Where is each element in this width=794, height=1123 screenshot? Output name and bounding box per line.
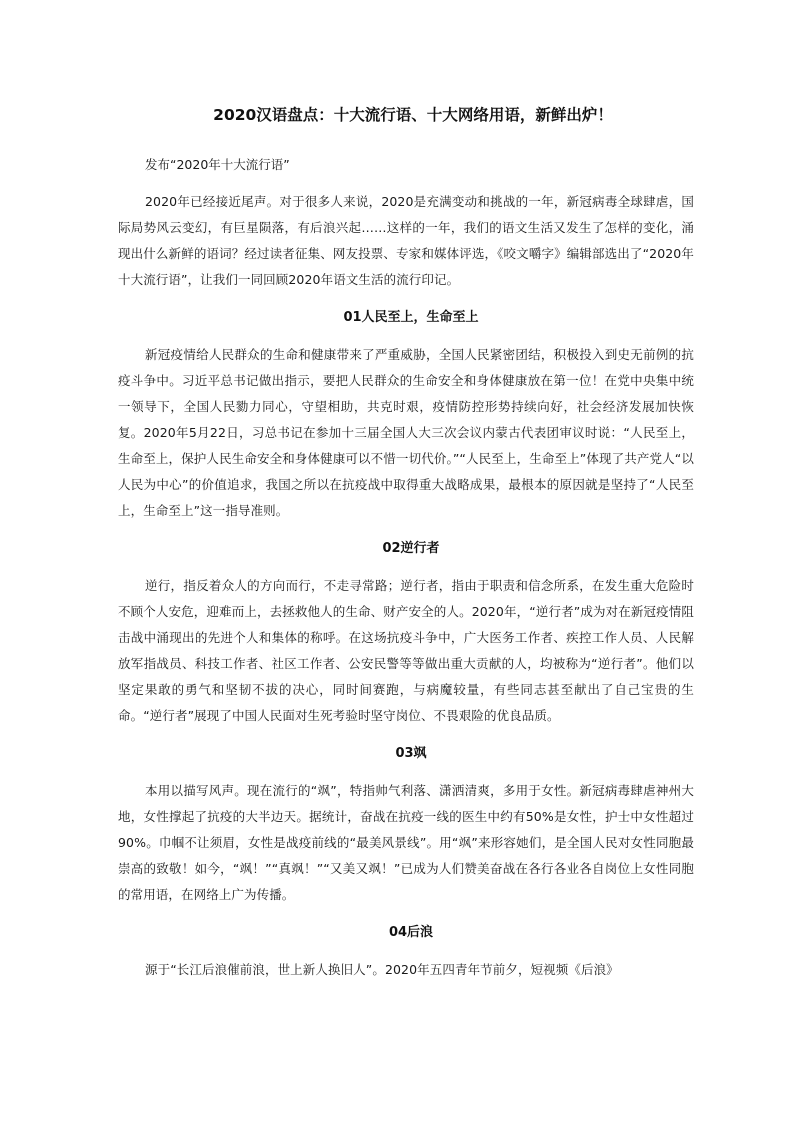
section-body-04: 源于“长江后浪催前浪，世上新人换旧人”。2020年五四青年节前夕，短视频《后浪》 [145, 962, 619, 977]
section-heading-01: 01人民至上，生命至上 [343, 310, 479, 325]
document-title: 2020汉语盘点：十大流行语、十大网络用语，新鲜出炉！ [213, 106, 613, 124]
section-body-01: 新冠疫情给人民群众的生命和健康带来了严重威胁，全国人民紧密团结，积极投入到史无前例的抗疫斗争中。习近平总书记做出指示，要把人民群众的生命安全和身体健康放在第一位！在党中央集中统一领导下，全国人民勠力同心，守望相助，共克时艰，疫情防控形势持续向好，社会经济发展加快恢复。2020年5月22日，习总书记在参加十三届全国人大三次会议内蒙古代表团审议时说：“人民至上，生命至上，保护人民生命安全和身体健康可以不惜一切代价。”“人民至上，生命至上”体现了共产党人“以人民为中心”的价值追求，我国之所以在抗疫战中取得重大战略成果，最根本的原因就是坚持了“人民至上，生命至上”这一指导准则。 [118, 347, 694, 518]
opening-paragraph: 2020年已经接近尾声。对于很多人来说，2020是充满变动和挑战的一年，新冠病毒全球肆虐，国际局势风云变幻，有巨星陨落，有后浪兴起……这样的一年，我们的语文生活又发生了怎样的变化，涌现出什么新鲜的语词？经过读者征集、网友投票、专家和媒体评选，《咬文嚼字》编辑部选出了“2020年十大流行语”，让我们一同回顾2020年语文生活的流行印记。 [118, 194, 694, 287]
section-body-03: 本用以描写风声。现在流行的“飒”，特指帅气利落、潇洒清爽，多用于女性。新冠病毒肆虐神州大地，女性撑起了抗疫的大半边天。据统计，奋战在抗疫一线的医生中约有50%是女性，护士中女性超过90%。巾帼不让须眉，女性是战疫前线的“最美风景线”。用“飒”来形容她们，是全国人民对女性同胞最崇高的致敬！如今，“飒！”“真飒！”“又美又飒！”已成为人们赞美奋战在各行各业各自岗位上女性同胞的常用语，在网络上广为传播。 [118, 783, 694, 902]
intro-line: 发布“2020年十大流行语” [145, 157, 290, 172]
section-body-02: 逆行，指反着众人的方向而行，不走寻常路；逆行者，指由于职责和信念所系，在发生重大危险时不顾个人安危，迎难而上，去拯救他人的生命、财产安全的人。2020年，“逆行者”成为对在新冠疫情阻击战中涌现出的先进个人和集体的称呼。在这场抗疫斗争中，广大医务工作者、疾控工作人员、人民解放军指战员、科技工作者、社区工作者、公安民警等等做出重大贡献的人，均被称为“逆行者”。他们以坚定果敢的勇气和坚韧不拔的决心，同时间赛跑，与病魔较量，有些同志甚至献出了自己宝贵的生命。“逆行者”展现了中国人民面对生死考验时坚守岗位、不畏艰险的优良品质。 [118, 578, 694, 723]
section-heading-04: 04后浪 [388, 925, 434, 940]
section-heading-02: 02逆行者 [382, 541, 440, 556]
section-heading-03: 03飒 [395, 746, 427, 761]
